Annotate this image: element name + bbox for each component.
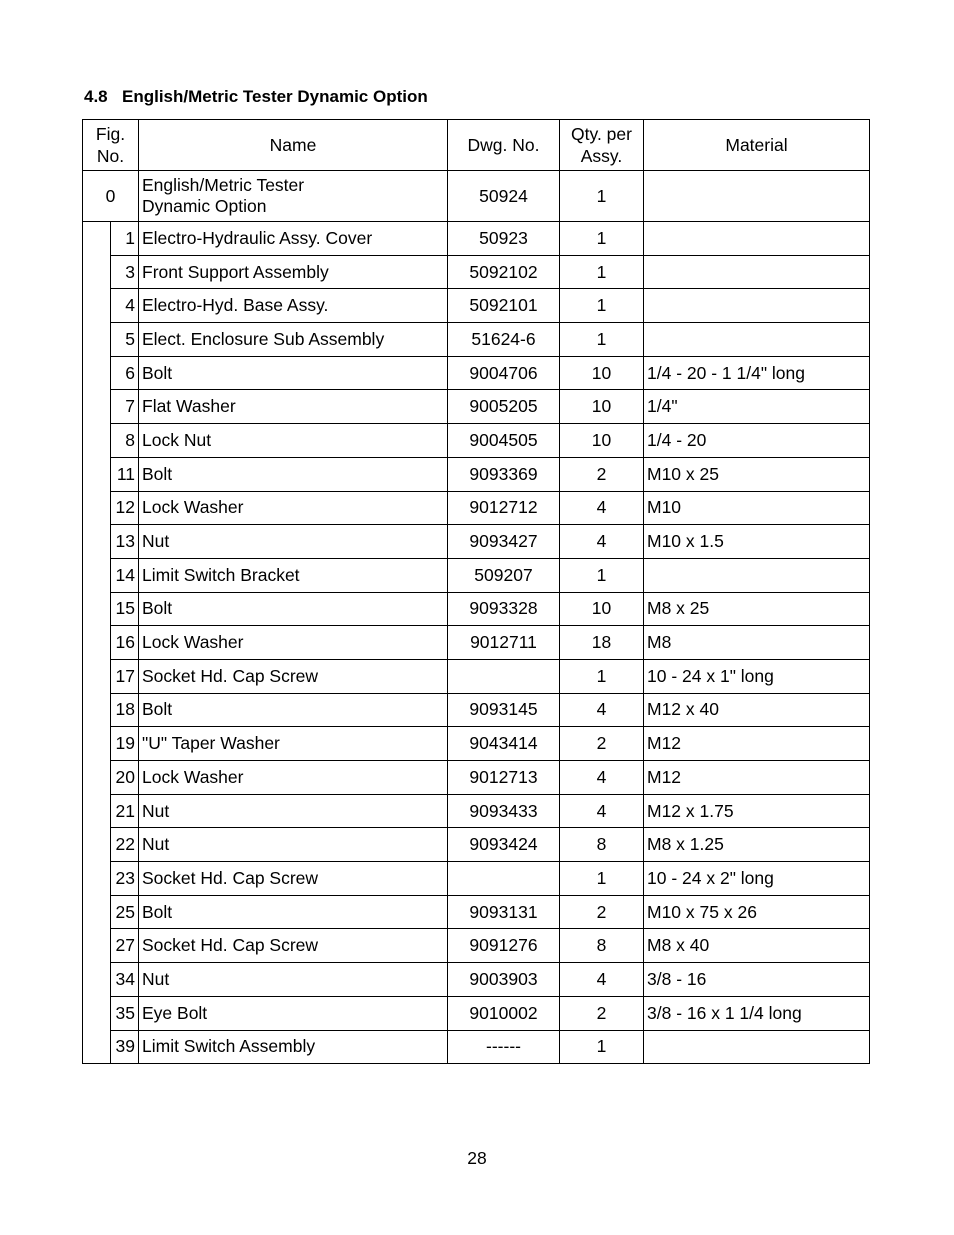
header-fig-no: Fig. No. xyxy=(83,120,139,171)
qty-cell: 10 xyxy=(560,592,644,626)
table-row xyxy=(83,525,870,559)
qty-cell: 1 xyxy=(560,289,644,323)
indent-cell xyxy=(83,323,111,357)
indent-cell xyxy=(83,626,111,660)
dwg-cell xyxy=(448,659,560,693)
qty-cell: 10 xyxy=(560,390,644,424)
header-qty-per-assy: Qty. per Assy. xyxy=(560,120,644,171)
section-number: 4.8 xyxy=(84,87,108,106)
indent-cell xyxy=(83,356,111,390)
qty-cell: 1 xyxy=(560,558,644,592)
table-row xyxy=(83,255,870,289)
fig-cell: 4 xyxy=(111,289,139,323)
table-row xyxy=(83,963,870,997)
table-row xyxy=(83,828,870,862)
indent-cell xyxy=(83,828,111,862)
name-cell: Socket Hd. Cap Screw xyxy=(139,659,448,693)
table-row xyxy=(83,356,870,390)
dwg-cell: 9093424 xyxy=(448,828,560,862)
fig-cell: 27 xyxy=(111,929,139,963)
qty-cell: 2 xyxy=(560,996,644,1030)
material-cell xyxy=(644,222,870,256)
qty-cell: 4 xyxy=(560,491,644,525)
dwg-cell: 9043414 xyxy=(448,727,560,761)
material-cell xyxy=(644,255,870,289)
dwg-cell: 9093369 xyxy=(448,457,560,491)
table-row xyxy=(83,592,870,626)
qty-cell: 4 xyxy=(560,963,644,997)
qty-cell: 1 xyxy=(560,323,644,357)
qty-cell: 2 xyxy=(560,727,644,761)
fig-cell: 5 xyxy=(111,323,139,357)
fig-cell: 13 xyxy=(111,525,139,559)
material-cell: M8 xyxy=(644,626,870,660)
name-cell: Nut xyxy=(139,794,448,828)
table-row xyxy=(83,929,870,963)
dwg-cell xyxy=(448,862,560,896)
indent-cell xyxy=(83,1030,111,1064)
material-cell: 10 - 24 x 2" long xyxy=(644,862,870,896)
table-row xyxy=(83,323,870,357)
material-cell: M10 x 25 xyxy=(644,457,870,491)
fig-cell: 18 xyxy=(111,693,139,727)
fig-cell: 3 xyxy=(111,255,139,289)
indent-cell xyxy=(83,963,111,997)
fig-cell: 35 xyxy=(111,996,139,1030)
material-cell: M12 xyxy=(644,727,870,761)
name-cell: Bolt xyxy=(139,895,448,929)
dwg-cell: 51624-6 xyxy=(448,323,560,357)
name-cell: Lock Washer xyxy=(139,491,448,525)
qty-cell: 4 xyxy=(560,693,644,727)
material-cell: 3/8 - 16 x 1 1/4 long xyxy=(644,996,870,1030)
parts-table xyxy=(82,119,870,1064)
dwg-cell: 9005205 xyxy=(448,390,560,424)
table-row xyxy=(83,862,870,896)
material-cell: M10 x 75 x 26 xyxy=(644,895,870,929)
qty-cell: 10 xyxy=(560,356,644,390)
material-cell xyxy=(644,171,870,222)
name-cell: Lock Washer xyxy=(139,626,448,660)
qty-cell: 10 xyxy=(560,424,644,458)
material-cell xyxy=(644,1030,870,1064)
name-cell: English/Metric Tester Dynamic Option xyxy=(139,171,448,222)
fig-cell: 11 xyxy=(111,457,139,491)
material-cell: 1/4 - 20 - 1 1/4" long xyxy=(644,356,870,390)
dwg-cell: ------ xyxy=(448,1030,560,1064)
material-cell: M12 xyxy=(644,761,870,795)
name-cell: Limit Switch Assembly xyxy=(139,1030,448,1064)
name-cell: Bolt xyxy=(139,693,448,727)
material-cell: M12 x 40 xyxy=(644,693,870,727)
table-row xyxy=(83,424,870,458)
qty-cell: 1 xyxy=(560,255,644,289)
name-cell: Nut xyxy=(139,828,448,862)
indent-cell xyxy=(83,996,111,1030)
name-cell: Bolt xyxy=(139,457,448,491)
fig-cell: 23 xyxy=(111,862,139,896)
qty-cell: 2 xyxy=(560,457,644,491)
fig-cell: 6 xyxy=(111,356,139,390)
header-dwg-no: Dwg. No. xyxy=(448,120,560,171)
name-cell: Nut xyxy=(139,963,448,997)
dwg-cell: 9091276 xyxy=(448,929,560,963)
table-row xyxy=(83,693,870,727)
material-cell xyxy=(644,558,870,592)
indent-cell xyxy=(83,525,111,559)
qty-cell: 1 xyxy=(560,1030,644,1064)
table-row xyxy=(83,1030,870,1064)
dwg-cell: 5092102 xyxy=(448,255,560,289)
fig-cell: 1 xyxy=(111,222,139,256)
section-title: English/Metric Tester Dynamic Option xyxy=(122,87,428,106)
indent-cell xyxy=(83,390,111,424)
indent-cell xyxy=(83,895,111,929)
fig-cell: 0 xyxy=(83,171,139,222)
indent-cell xyxy=(83,222,111,256)
qty-cell: 8 xyxy=(560,929,644,963)
indent-cell xyxy=(83,592,111,626)
section-heading xyxy=(84,87,428,107)
dwg-cell: 9010002 xyxy=(448,996,560,1030)
material-cell: M8 x 25 xyxy=(644,592,870,626)
indent-cell xyxy=(83,558,111,592)
fig-cell: 19 xyxy=(111,727,139,761)
dwg-cell: 9093427 xyxy=(448,525,560,559)
indent-cell xyxy=(83,693,111,727)
dwg-cell: 9004505 xyxy=(448,424,560,458)
table-row xyxy=(83,626,870,660)
name-cell: "U" Taper Washer xyxy=(139,727,448,761)
indent-cell xyxy=(83,862,111,896)
dwg-cell: 9093131 xyxy=(448,895,560,929)
dwg-cell: 9004706 xyxy=(448,356,560,390)
material-cell: 1/4" xyxy=(644,390,870,424)
indent-cell xyxy=(83,255,111,289)
qty-cell: 1 xyxy=(560,659,644,693)
indent-cell xyxy=(83,491,111,525)
name-cell: Bolt xyxy=(139,592,448,626)
indent-cell xyxy=(83,929,111,963)
material-cell: M10 x 1.5 xyxy=(644,525,870,559)
indent-cell xyxy=(83,794,111,828)
material-cell: 1/4 - 20 xyxy=(644,424,870,458)
name-cell: Lock Washer xyxy=(139,761,448,795)
header-name: Name xyxy=(139,120,448,171)
qty-cell: 4 xyxy=(560,525,644,559)
table-row xyxy=(83,491,870,525)
material-cell: 3/8 - 16 xyxy=(644,963,870,997)
indent-cell xyxy=(83,659,111,693)
fig-cell: 20 xyxy=(111,761,139,795)
indent-cell xyxy=(83,424,111,458)
qty-cell: 8 xyxy=(560,828,644,862)
indent-cell xyxy=(83,727,111,761)
dwg-cell: 50923 xyxy=(448,222,560,256)
table-header-row xyxy=(83,120,870,171)
dwg-cell: 9012712 xyxy=(448,491,560,525)
qty-cell: 2 xyxy=(560,895,644,929)
table-row xyxy=(83,289,870,323)
table-row xyxy=(83,996,870,1030)
dwg-cell: 5092101 xyxy=(448,289,560,323)
qty-cell: 1 xyxy=(560,171,644,222)
fig-cell: 14 xyxy=(111,558,139,592)
table-row xyxy=(83,222,870,256)
indent-cell xyxy=(83,761,111,795)
material-cell: M8 x 40 xyxy=(644,929,870,963)
fig-cell: 7 xyxy=(111,390,139,424)
material-cell xyxy=(644,323,870,357)
table-row xyxy=(83,659,870,693)
fig-cell: 8 xyxy=(111,424,139,458)
name-cell: Flat Washer xyxy=(139,390,448,424)
table-row xyxy=(83,794,870,828)
fig-cell: 21 xyxy=(111,794,139,828)
dwg-cell: 9093328 xyxy=(448,592,560,626)
dwg-cell: 509207 xyxy=(448,558,560,592)
fig-cell: 16 xyxy=(111,626,139,660)
name-cell: Nut xyxy=(139,525,448,559)
table-row-top-item xyxy=(83,171,870,222)
fig-cell: 25 xyxy=(111,895,139,929)
indent-cell xyxy=(83,457,111,491)
name-cell: Lock Nut xyxy=(139,424,448,458)
dwg-cell: 9012713 xyxy=(448,761,560,795)
dwg-cell: 9093433 xyxy=(448,794,560,828)
table-row xyxy=(83,761,870,795)
page-number: 28 xyxy=(467,1148,487,1168)
fig-cell: 34 xyxy=(111,963,139,997)
name-cell: Limit Switch Bracket xyxy=(139,558,448,592)
name-cell: Elect. Enclosure Sub Assembly xyxy=(139,323,448,357)
dwg-cell: 9003903 xyxy=(448,963,560,997)
material-cell: M10 xyxy=(644,491,870,525)
name-cell: Socket Hd. Cap Screw xyxy=(139,862,448,896)
qty-cell: 4 xyxy=(560,761,644,795)
fig-cell: 15 xyxy=(111,592,139,626)
qty-cell: 4 xyxy=(560,794,644,828)
fig-cell: 22 xyxy=(111,828,139,862)
name-cell: Electro-Hydraulic Assy. Cover xyxy=(139,222,448,256)
qty-cell: 1 xyxy=(560,862,644,896)
fig-cell: 12 xyxy=(111,491,139,525)
dwg-cell: 9012711 xyxy=(448,626,560,660)
name-cell: Eye Bolt xyxy=(139,996,448,1030)
material-cell: M8 x 1.25 xyxy=(644,828,870,862)
name-cell: Electro-Hyd. Base Assy. xyxy=(139,289,448,323)
material-cell: 10 - 24 x 1" long xyxy=(644,659,870,693)
name-cell: Bolt xyxy=(139,356,448,390)
qty-cell: 18 xyxy=(560,626,644,660)
table-row xyxy=(83,558,870,592)
indent-cell xyxy=(83,289,111,323)
qty-cell: 1 xyxy=(560,222,644,256)
table-row xyxy=(83,895,870,929)
name-cell: Front Support Assembly xyxy=(139,255,448,289)
dwg-cell: 9093145 xyxy=(448,693,560,727)
material-cell: M12 x 1.75 xyxy=(644,794,870,828)
table-row xyxy=(83,457,870,491)
header-material: Material xyxy=(644,120,870,171)
fig-cell: 39 xyxy=(111,1030,139,1064)
material-cell xyxy=(644,289,870,323)
fig-cell: 17 xyxy=(111,659,139,693)
table-row xyxy=(83,727,870,761)
table-row xyxy=(83,390,870,424)
name-cell: Socket Hd. Cap Screw xyxy=(139,929,448,963)
dwg-cell: 50924 xyxy=(448,171,560,222)
